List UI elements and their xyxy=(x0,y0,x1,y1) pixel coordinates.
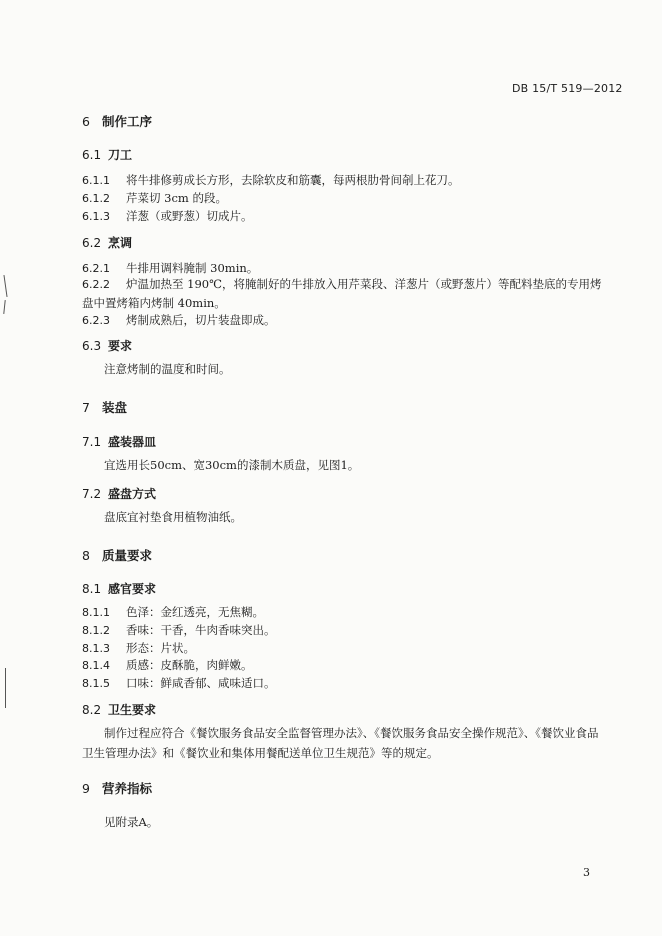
standard-code: DB 15/T 519—2012 xyxy=(512,82,623,95)
clause-6-1-1 xyxy=(82,172,460,188)
section-number: 8 xyxy=(82,548,90,563)
section-7-1-text: 宜选用长50cm、宽30cm的漆制木质盘，见图1。 xyxy=(104,458,360,472)
clause-text: 色泽：金红透亮，无焦糊。 xyxy=(126,605,264,619)
section-number: 6 xyxy=(82,114,90,129)
section-9-heading xyxy=(82,779,152,797)
clause-6-2-3 xyxy=(82,312,276,328)
section-number: 6.3 xyxy=(82,339,102,353)
section-title: 装盘 xyxy=(102,400,128,415)
section-title: 营养指标 xyxy=(102,781,153,796)
section-number: 9 xyxy=(82,781,90,796)
clause-number: 6.2.2 xyxy=(82,278,110,291)
page-number: 3 xyxy=(583,866,590,879)
clause-6-1-3 xyxy=(82,208,253,224)
clause-number: 6.1.1 xyxy=(82,174,110,187)
clause-text: 炉温加热至 190℃，将腌制好的牛排放入用芹菜段、洋葱片（或野葱片）等配料垫底的专用烤盘中置烤箱内烤制 40min。 xyxy=(82,277,602,310)
clause-text: 形态：片状。 xyxy=(126,641,195,655)
clause-text: 口味：鲜咸香郁、咸味适口。 xyxy=(126,676,276,690)
section-title: 卫生要求 xyxy=(108,703,157,717)
section-title: 制作工序 xyxy=(102,114,153,129)
section-title: 刀工 xyxy=(108,148,133,162)
section-6-2-heading xyxy=(82,234,132,251)
section-number: 7 xyxy=(82,400,90,415)
clause-8-1-1 xyxy=(82,604,264,620)
section-8-2-text: 制作过程应符合《餐饮服务食品安全监督管理办法》、《餐饮服务食品安全操作规范》、《餐饮业食品卫生管理办法》和《餐饮业和集体用餐配送单位卫生规范》等的规定。 xyxy=(82,726,599,760)
section-title: 感官要求 xyxy=(108,582,157,596)
section-6-heading xyxy=(82,112,152,130)
section-6-1-heading xyxy=(82,146,132,163)
section-6-3-text: 注意烤制的温度和时间。 xyxy=(104,362,231,376)
clause-number: 6.2.1 xyxy=(82,262,110,275)
clause-text: 洋葱（或野葱）切成片。 xyxy=(126,209,253,223)
clause-number: 6.1.3 xyxy=(82,210,110,223)
section-8-heading xyxy=(82,546,152,564)
clause-number: 8.1.2 xyxy=(82,624,110,637)
section-8-2-heading xyxy=(82,701,156,718)
section-7-heading xyxy=(82,398,127,416)
section-7-2-heading xyxy=(82,485,156,502)
section-number: 6.1 xyxy=(82,148,102,162)
section-number: 7.1 xyxy=(82,435,102,449)
clause-text: 香味：干香，牛肉香味突出。 xyxy=(126,623,276,637)
scan-mark xyxy=(3,300,5,314)
section-6-3-heading xyxy=(82,337,132,354)
clause-6-2-1 xyxy=(82,260,258,276)
clause-text: 芹菜切 3cm 的段。 xyxy=(126,191,227,205)
clause-number: 8.1.1 xyxy=(82,606,110,619)
clause-number: 8.1.4 xyxy=(82,659,110,672)
clause-8-1-4 xyxy=(82,657,253,673)
clause-text: 牛排用调料腌制 30min。 xyxy=(126,261,259,275)
section-7-2-text: 盘底宜衬垫食用植物油纸。 xyxy=(104,510,242,524)
section-title: 盛盘方式 xyxy=(108,487,157,501)
section-7-1-heading xyxy=(82,433,156,450)
clause-text: 质感：皮酥脆，肉鲜嫩。 xyxy=(126,658,253,672)
clause-number: 6.1.2 xyxy=(82,192,110,205)
section-title: 烹调 xyxy=(108,236,133,250)
section-number: 8.2 xyxy=(82,703,102,717)
section-8-1-heading xyxy=(82,580,156,597)
section-number: 6.2 xyxy=(82,236,102,250)
scan-mark xyxy=(3,275,7,297)
clause-number: 8.1.3 xyxy=(82,642,110,655)
section-9-text: 见附录A。 xyxy=(104,815,159,829)
clause-text: 烤制成熟后，切片装盘即成。 xyxy=(126,313,276,327)
section-number: 8.1 xyxy=(82,582,102,596)
clause-number: 8.1.5 xyxy=(82,677,110,690)
scan-mark xyxy=(5,668,6,708)
clause-number: 6.2.3 xyxy=(82,314,110,327)
clause-8-1-5 xyxy=(82,675,276,691)
section-title: 质量要求 xyxy=(102,548,153,563)
section-title: 盛装器皿 xyxy=(108,435,157,449)
clause-text: 将牛排修剪成长方形，去除软皮和筋囊，每两根肋骨间剞上花刀。 xyxy=(126,173,460,187)
clause-6-1-2 xyxy=(82,190,227,206)
section-number: 7.2 xyxy=(82,487,102,501)
clause-8-1-3 xyxy=(82,640,195,656)
clause-6-2-2 xyxy=(82,275,604,312)
section-title: 要求 xyxy=(108,339,133,353)
clause-8-1-2 xyxy=(82,622,276,638)
